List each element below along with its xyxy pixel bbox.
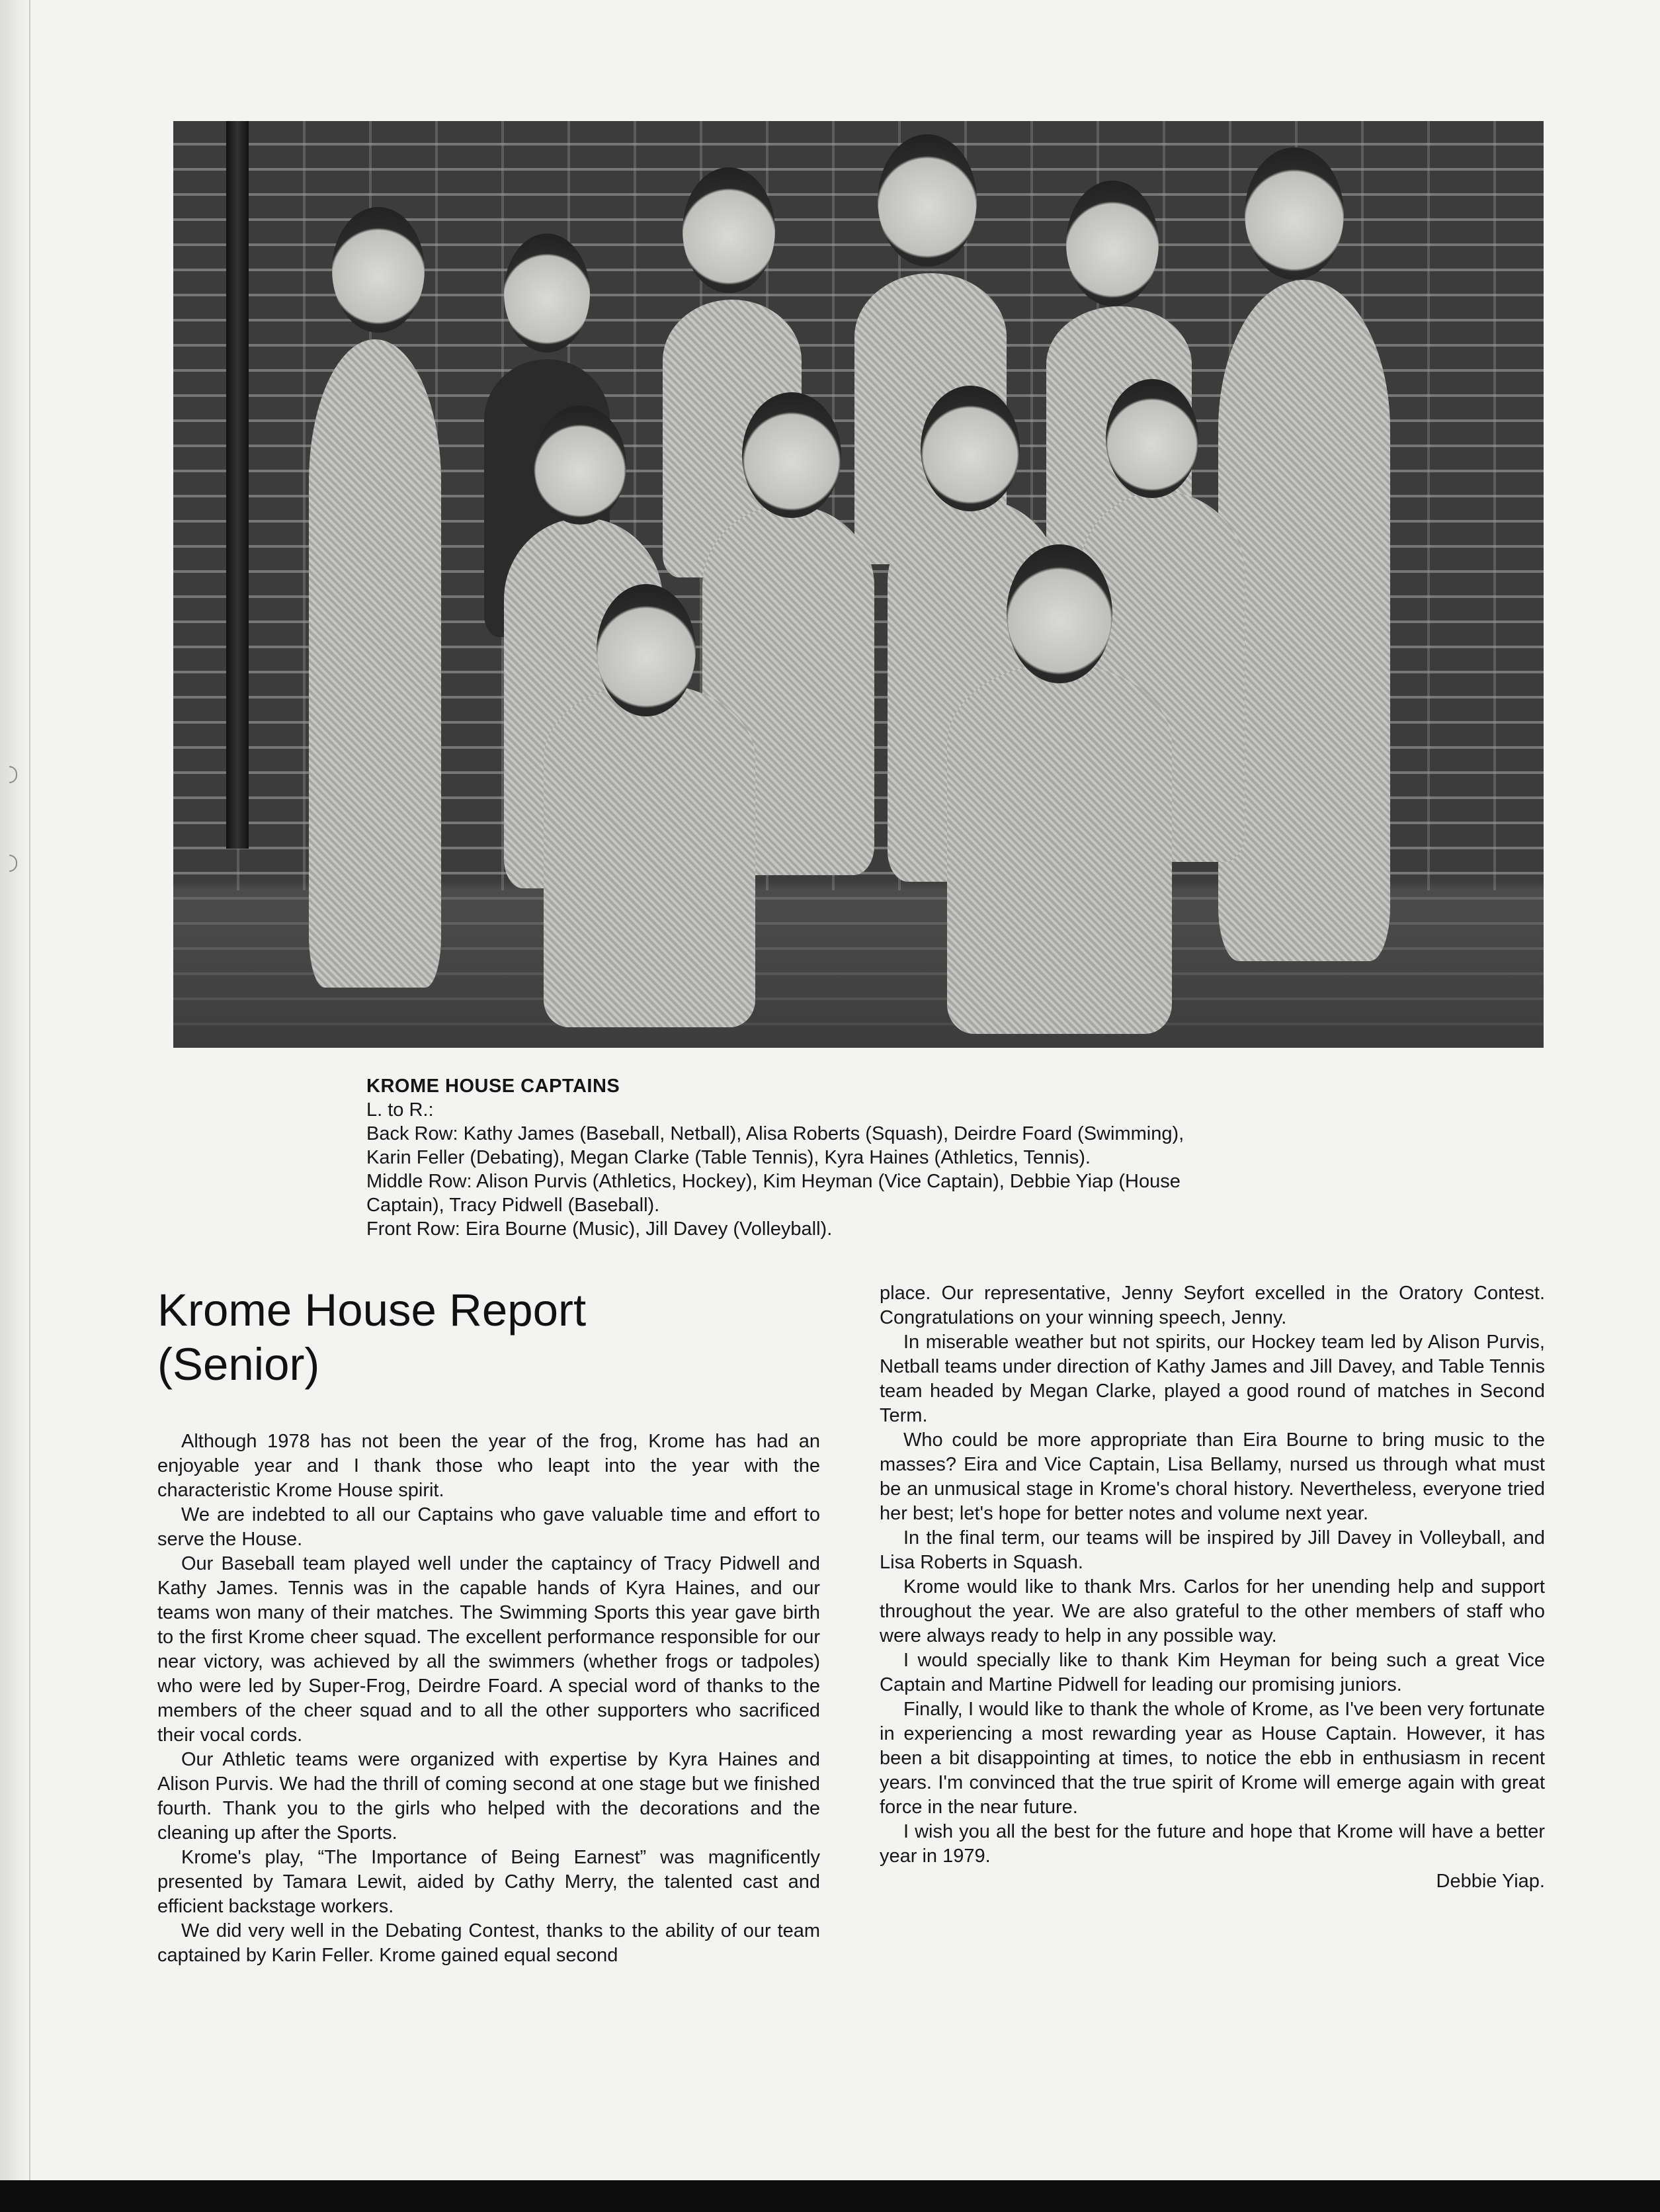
caption-line: Back Row: Kathy James (Baseball, Netball), Alisa Roberts (Squash), Deirdre Foard (Swimming),	[366, 1123, 1184, 1144]
caption-line: L. to R.:	[366, 1099, 434, 1121]
caption-title: KROME HOUSE CAPTAINS	[366, 1076, 620, 1097]
article-column-left	[157, 1429, 820, 1968]
article-signature: Debbie Yiap.	[1436, 1871, 1545, 1892]
article-paragraph: Krome would like to thank Mrs. Carlos for her unending help and support throughout the year. We are also grateful to the other members of staff who were always ready to help in any possible way.	[880, 1576, 1545, 1646]
article-paragraph: I would specially like to thank Kim Heyman for being such a great Vice Captain and Martine Pidwell for leading our promising juniors.	[880, 1650, 1545, 1695]
caption-line: Middle Row: Alison Purvis (Athletics, Hockey), Kim Heyman (Vice Captain), Debbie Yiap (House	[366, 1171, 1181, 1192]
caption-line: Captain), Tracy Pidwell (Baseball).	[366, 1195, 660, 1216]
article-paragraph: I wish you all the best for the future and hope that Krome will have a better year in 1979.	[880, 1821, 1545, 1867]
binding-hole-icon	[9, 855, 17, 872]
article-paragraph: place. Our representative, Jenny Seyfort excelled in the Oratory Contest. Congratulations on your winning speech, Jenny.	[880, 1283, 1545, 1328]
binding-hole-icon	[9, 766, 17, 783]
article-paragraph: Finally, I would like to thank the whole of Krome, as I've been very fortunate in experiencing a most rewarding year as House Captain. However, it has been a bit disappointing at times, to notice the ebb in enthusiasm in recent years. I'm convinced that the true spirit of Krome will emerge again with great force in the near future.	[880, 1699, 1545, 1818]
photo-caption	[366, 1074, 1398, 1241]
caption-line: Karin Feller (Debating), Megan Clarke (Table Tennis), Kyra Haines (Athletics, Tennis).	[366, 1147, 1091, 1168]
group-photo	[173, 121, 1544, 1048]
article-paragraph: Although 1978 has not been the year of the frog, Krome has had an enjoyable year and I thank those who leapt into the year with the characteristic Krome House spirit.	[157, 1431, 820, 1501]
headline-line: (Senior)	[157, 1339, 320, 1390]
page-binding-edge	[0, 0, 30, 2212]
article-paragraph: Our Baseball team played well under the captaincy of Tracy Pidwell and Kathy James. Tennis was in the capable hands of Kyra Haines, and our teams won many of their matches. The Swimming Sports this year gave birth to the first Krome cheer squad. The excellent performance responsible for our near victory, was achieved by all the swimmers (whether frogs or tadpoles) who were led by Super-Frog, Deirdre Foard. A special word of thanks to the members of the cheer squad and to all the other supporters who sacrificed their vocal cords.	[157, 1553, 820, 1746]
scan-bottom-edge	[0, 2180, 1660, 2212]
article-paragraph: In miserable weather but not spirits, our Hockey team led by Alison Purvis, Netball teams under direction of Kathy James and Jill Davey, and Table Tennis team headed by Megan Clarke, played a good round of matches in Second Term.	[880, 1332, 1545, 1426]
headline-line: Krome House Report	[157, 1285, 587, 1336]
article-paragraph: Krome's play, “The Importance of Being Earnest” was magnificently presented by Tamara Lewit, aided by Cathy Merry, the talented cast and efficient backstage workers.	[157, 1847, 820, 1917]
article-column-right	[880, 1281, 1545, 1894]
article-paragraph: In the final term, our teams will be inspired by Jill Davey in Volleyball, and Lisa Roberts in Squash.	[880, 1527, 1545, 1573]
article-headline	[157, 1283, 586, 1392]
caption-line: Front Row: Eira Bourne (Music), Jill Davey (Volleyball).	[366, 1218, 833, 1240]
article-paragraph: Our Athletic teams were organized with expertise by Kyra Haines and Alison Purvis. We had the thrill of coming second at one stage but we finished fourth. Thank you to the girls who helped with the decorations and the cleaning up after the Sports.	[157, 1749, 820, 1844]
article-paragraph: Who could be more appropriate than Eira Bourne to bring music to the masses? Eira and Vice Captain, Lisa Bellamy, nursed us through what must be an unmusical stage in Krome's choral history. Nevertheless, everyone tried her best; let's hope for better notes and volume next year.	[880, 1429, 1545, 1524]
article-paragraph: We did very well in the Debating Contest, thanks to the ability of our team captained by Karin Feller. Krome gained equal second	[157, 1920, 820, 1966]
article-paragraph: We are indebted to all our Captains who gave valuable time and effort to serve the House.	[157, 1504, 820, 1550]
